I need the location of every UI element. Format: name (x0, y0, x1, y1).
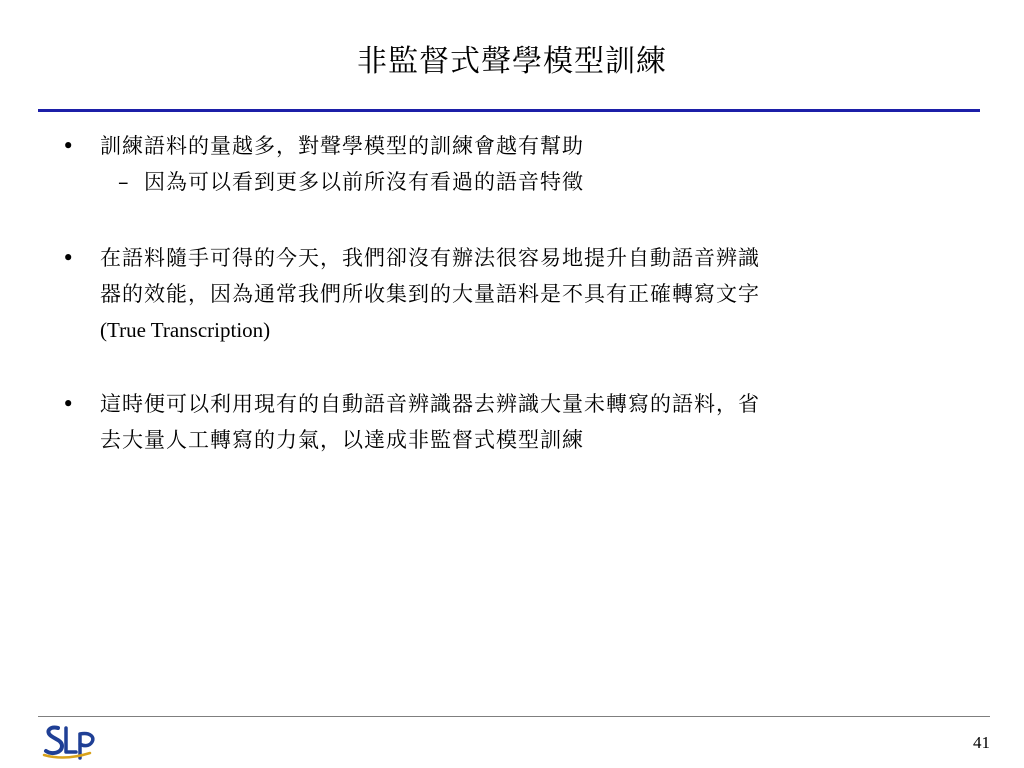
bullet-item-3 (62, 386, 962, 458)
footer-divider (38, 716, 990, 717)
title-divider (38, 109, 980, 112)
bullet-text-line-1: 在語料隨手可得的今天，我們卻沒有辦法很容易地提升自動語音辨識 (100, 246, 760, 270)
bullet-text-line-1: 這時便可以利用現有的自動語音辨識器去辨識大量未轉寫的語料，省 (100, 392, 760, 416)
slide-title: 非監督式聲學模型訓練 (357, 44, 667, 79)
sub-bullet-marker: – (118, 170, 130, 194)
sub-bullet-item-1 (62, 164, 962, 200)
slp-logo-icon (40, 722, 100, 762)
bullet-marker: • (62, 392, 76, 416)
bullet-item-2 (62, 240, 962, 348)
bullet-item-1 (62, 128, 962, 164)
page-number: 41 (973, 733, 990, 752)
bullet-text-line-3: (True Transcription) (100, 318, 271, 342)
slide-content (62, 128, 962, 458)
bullet-marker: • (62, 134, 76, 158)
bullet-text: 訓練語料的量越多，對聲學模型的訓練會越有幫助 (100, 134, 584, 158)
bullet-text-line-2: 去大量人工轉寫的力氣，以達成非監督式模型訓練 (100, 428, 584, 452)
sub-bullet-text: 因為可以看到更多以前所沒有看過的語音特徵 (144, 170, 584, 194)
bullet-marker: • (62, 246, 76, 270)
bullet-text-line-2: 器的效能，因為通常我們所收集到的大量語料是不具有正確轉寫文字 (100, 282, 760, 306)
